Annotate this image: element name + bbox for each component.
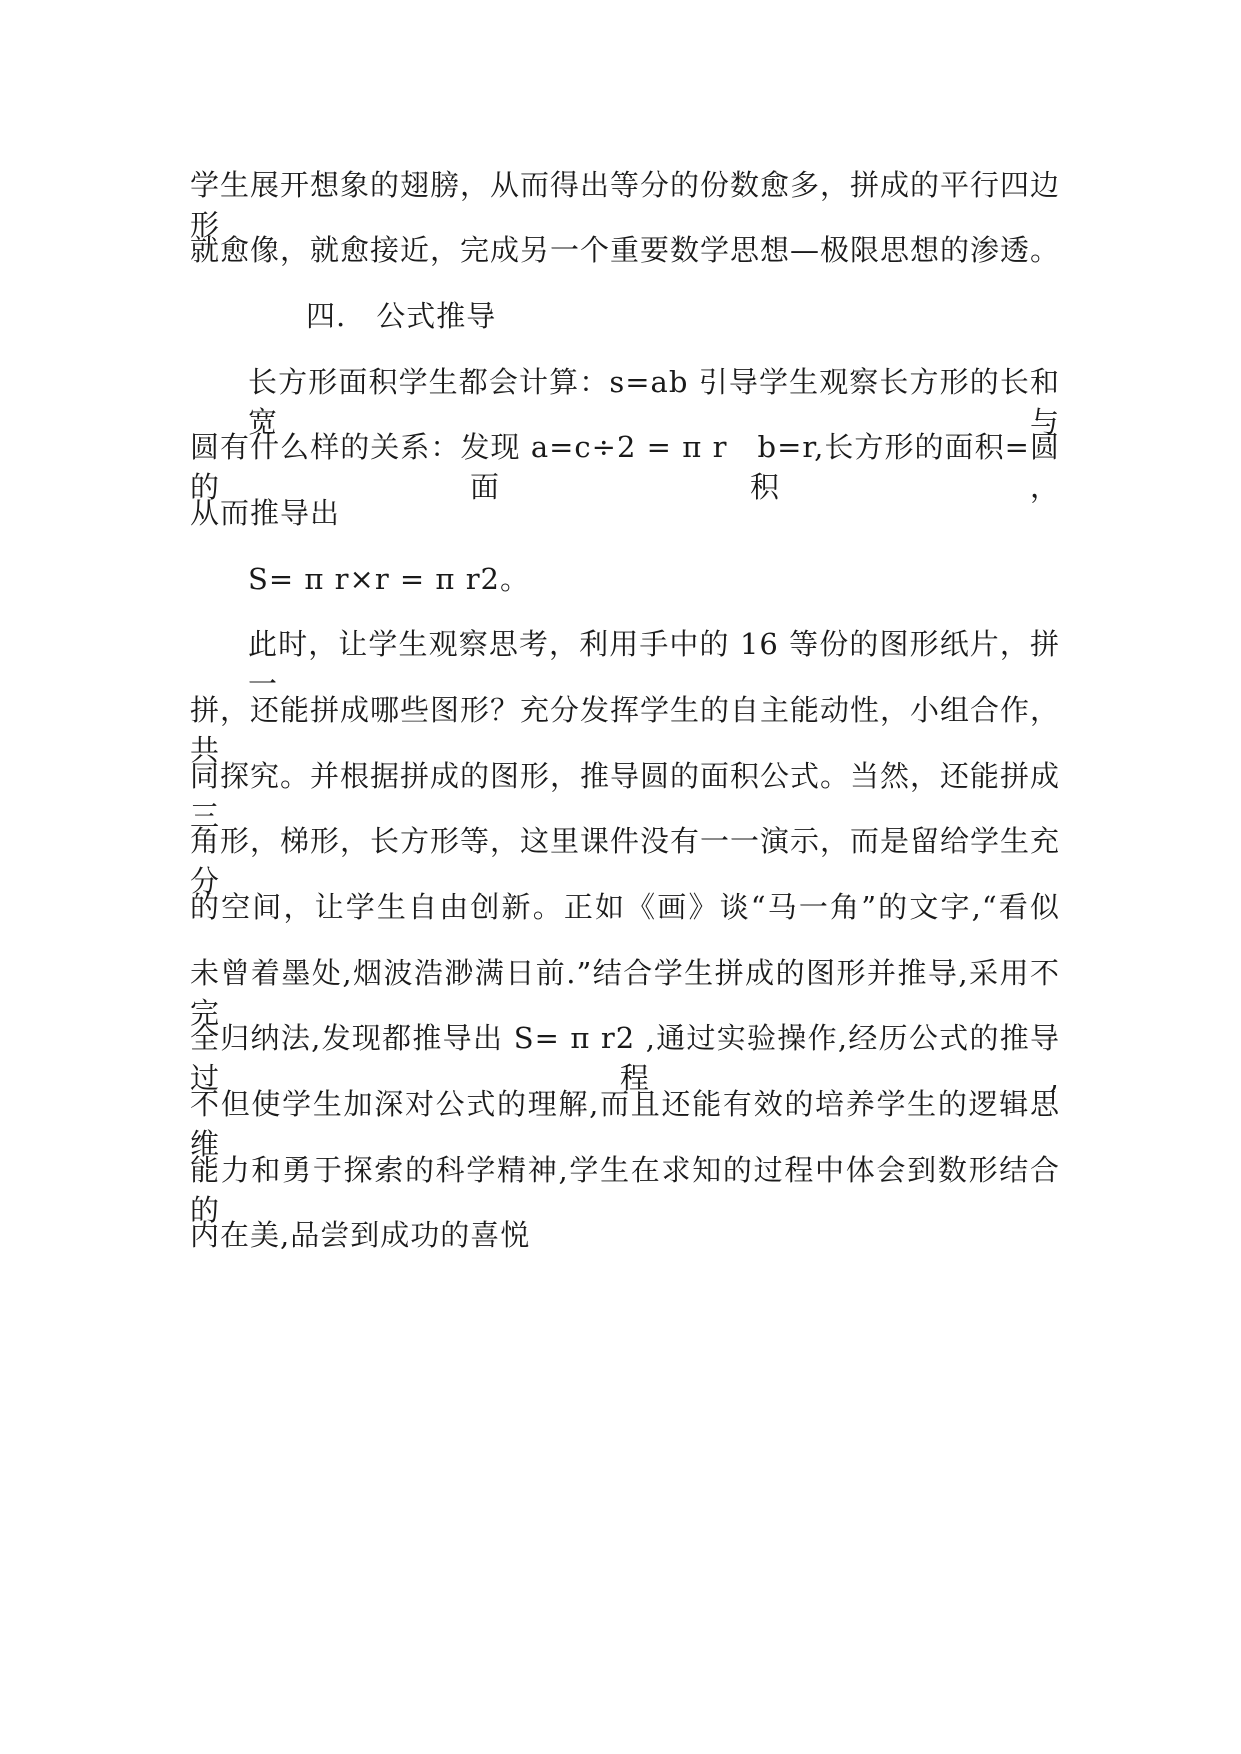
paragraph-line: 此时，让学生观察思考，利用手中的 16 等份的图形纸片，拼一	[248, 627, 1060, 701]
paragraph-line: 拼，还能拼成哪些图形？充分发挥学生的自主能动性，小组合作，共	[190, 693, 1061, 767]
paragraph-line: 学生展开想象的翅膀，从而得出等分的份数愈多，拼成的平行四边形	[190, 168, 1061, 242]
formula-line: S= π r×r = π r2。	[248, 562, 531, 596]
paragraph-line: 未曾着墨处,烟波浩渺满日前.”结合学生拼成的图形并推导,采用不完	[190, 956, 1060, 1030]
paragraph-line: 从而推导出	[190, 496, 341, 530]
paragraph-line: 圆有什么样的关系：发现 a=c÷2 = π r b=r,长方形的面积=圆的面积，	[190, 430, 1060, 504]
paragraph-line: 全归纳法,发现都推导出 S= π r2 ,通过实验操作,经历公式的推导过程,	[190, 1021, 1060, 1095]
paragraph-line: 不但使学生加深对公式的理解,而且还能有效的培养学生的逻辑思维	[190, 1087, 1060, 1161]
paragraph-line: 内在美,品尝到成功的喜悦	[190, 1218, 531, 1252]
section-heading: 四. 公式推导	[306, 299, 497, 333]
paragraph-line: 能力和勇于探索的科学精神,学生在求知的过程中体会到数形结合的	[190, 1153, 1060, 1227]
paragraph-line: 角形，梯形，长方形等，这里课件没有一一演示，而是留给学生充分	[190, 824, 1061, 898]
paragraph-line: 就愈像，就愈接近，完成另一个重要数学思想—极限思想的渗透。	[190, 233, 1061, 267]
paragraph-line: 同探究。并根据拼成的图形，推导圆的面积公式。当然，还能拼成三	[190, 759, 1061, 833]
paragraph-line: 长方形面积学生都会计算：s=ab 引导学生观察长方形的长和宽与	[248, 365, 1060, 439]
paragraph-line: 的空间，让学生自由创新。正如《画》谈“马一角”的文字,“看似	[190, 890, 1060, 924]
